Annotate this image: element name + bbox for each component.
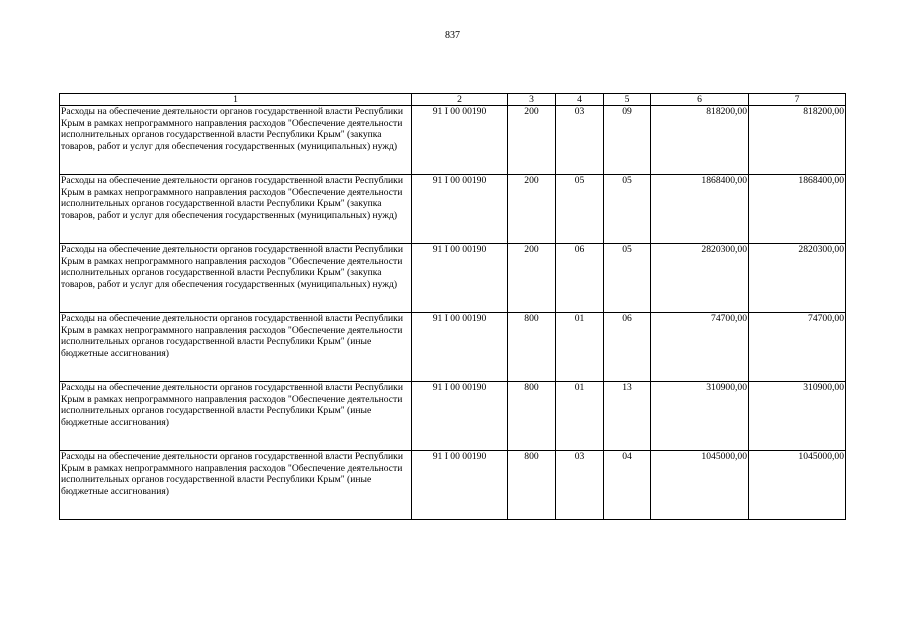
target-code-cell: 91 I 00 00190 (412, 313, 508, 382)
expense-type-cell: 800 (508, 382, 556, 451)
expense-type-cell: 800 (508, 313, 556, 382)
column-header: 7 (749, 94, 846, 106)
target-code-cell: 91 I 00 00190 (412, 106, 508, 175)
expense-type-cell: 200 (508, 244, 556, 313)
expense-name-cell: Расходы на обеспечение деятельности органов государственной власти Республики Крым в рамках непрограммного направления расходов "Обеспечение деятельности исполнительных органов государственной власти Республики Крым" (закупка товаров, работ и услуг для обеспечения государственных (муниципальных) нужд) (60, 175, 412, 244)
amount-cell: 818200,00 (749, 106, 846, 175)
subsection-cell: 09 (604, 106, 651, 175)
column-header: 4 (556, 94, 604, 106)
column-header: 6 (651, 94, 749, 106)
amount-cell: 1868400,00 (749, 175, 846, 244)
table-row (60, 244, 846, 313)
subsection-cell: 05 (604, 244, 651, 313)
table-row (60, 175, 846, 244)
target-code-cell: 91 I 00 00190 (412, 175, 508, 244)
amount-cell: 1868400,00 (651, 175, 749, 244)
amount-cell: 1045000,00 (749, 451, 846, 520)
amount-cell: 2820300,00 (651, 244, 749, 313)
expense-type-cell: 200 (508, 106, 556, 175)
section-cell: 06 (556, 244, 604, 313)
column-header: 1 (60, 94, 412, 106)
section-cell: 01 (556, 313, 604, 382)
target-code-cell: 91 I 00 00190 (412, 382, 508, 451)
section-cell: 01 (556, 382, 604, 451)
expense-name-cell: Расходы на обеспечение деятельности органов государственной власти Республики Крым в рамках непрограммного направления расходов "Обеспечение деятельности исполнительных органов государственной власти Республики Крым" (иные бюджетные ассигнования) (60, 382, 412, 451)
table-body (60, 106, 846, 520)
amount-cell: 310900,00 (651, 382, 749, 451)
amount-cell: 2820300,00 (749, 244, 846, 313)
table-header (60, 94, 846, 106)
subsection-cell: 04 (604, 451, 651, 520)
amount-cell: 818200,00 (651, 106, 749, 175)
table-row (60, 451, 846, 520)
expense-name-cell: Расходы на обеспечение деятельности органов государственной власти Республики Крым в рамках непрограммного направления расходов "Обеспечение деятельности исполнительных органов государственной власти Республики Крым" (закупка товаров, работ и услуг для обеспечения государственных (муниципальных) нужд) (60, 106, 412, 175)
subsection-cell: 13 (604, 382, 651, 451)
expense-name-cell: Расходы на обеспечение деятельности органов государственной власти Республики Крым в рамках непрограммного направления расходов "Обеспечение деятельности исполнительных органов государственной власти Республики Крым" (иные бюджетные ассигнования) (60, 451, 412, 520)
column-header: 3 (508, 94, 556, 106)
expense-type-cell: 200 (508, 175, 556, 244)
table-row (60, 313, 846, 382)
section-cell: 03 (556, 106, 604, 175)
column-header: 2 (412, 94, 508, 106)
target-code-cell: 91 I 00 00190 (412, 244, 508, 313)
expense-name-cell: Расходы на обеспечение деятельности органов государственной власти Республики Крым в рамках непрограммного направления расходов "Обеспечение деятельности исполнительных органов государственной власти Республики Крым" (закупка товаров, работ и услуг для обеспечения государственных (муниципальных) нужд) (60, 244, 412, 313)
expense-name-cell: Расходы на обеспечение деятельности органов государственной власти Республики Крым в рамках непрограммного направления расходов "Обеспечение деятельности исполнительных органов государственной власти Республики Крым" (иные бюджетные ассигнования) (60, 313, 412, 382)
section-cell: 05 (556, 175, 604, 244)
table-row (60, 382, 846, 451)
amount-cell: 310900,00 (749, 382, 846, 451)
column-header: 5 (604, 94, 651, 106)
amount-cell: 1045000,00 (651, 451, 749, 520)
amount-cell: 74700,00 (749, 313, 846, 382)
expense-type-cell: 800 (508, 451, 556, 520)
page-number: 837 (445, 30, 460, 41)
section-cell: 03 (556, 451, 604, 520)
header-row (60, 94, 846, 106)
subsection-cell: 05 (604, 175, 651, 244)
budget-table (59, 93, 846, 520)
target-code-cell: 91 I 00 00190 (412, 451, 508, 520)
table-row (60, 106, 846, 175)
subsection-cell: 06 (604, 313, 651, 382)
amount-cell: 74700,00 (651, 313, 749, 382)
